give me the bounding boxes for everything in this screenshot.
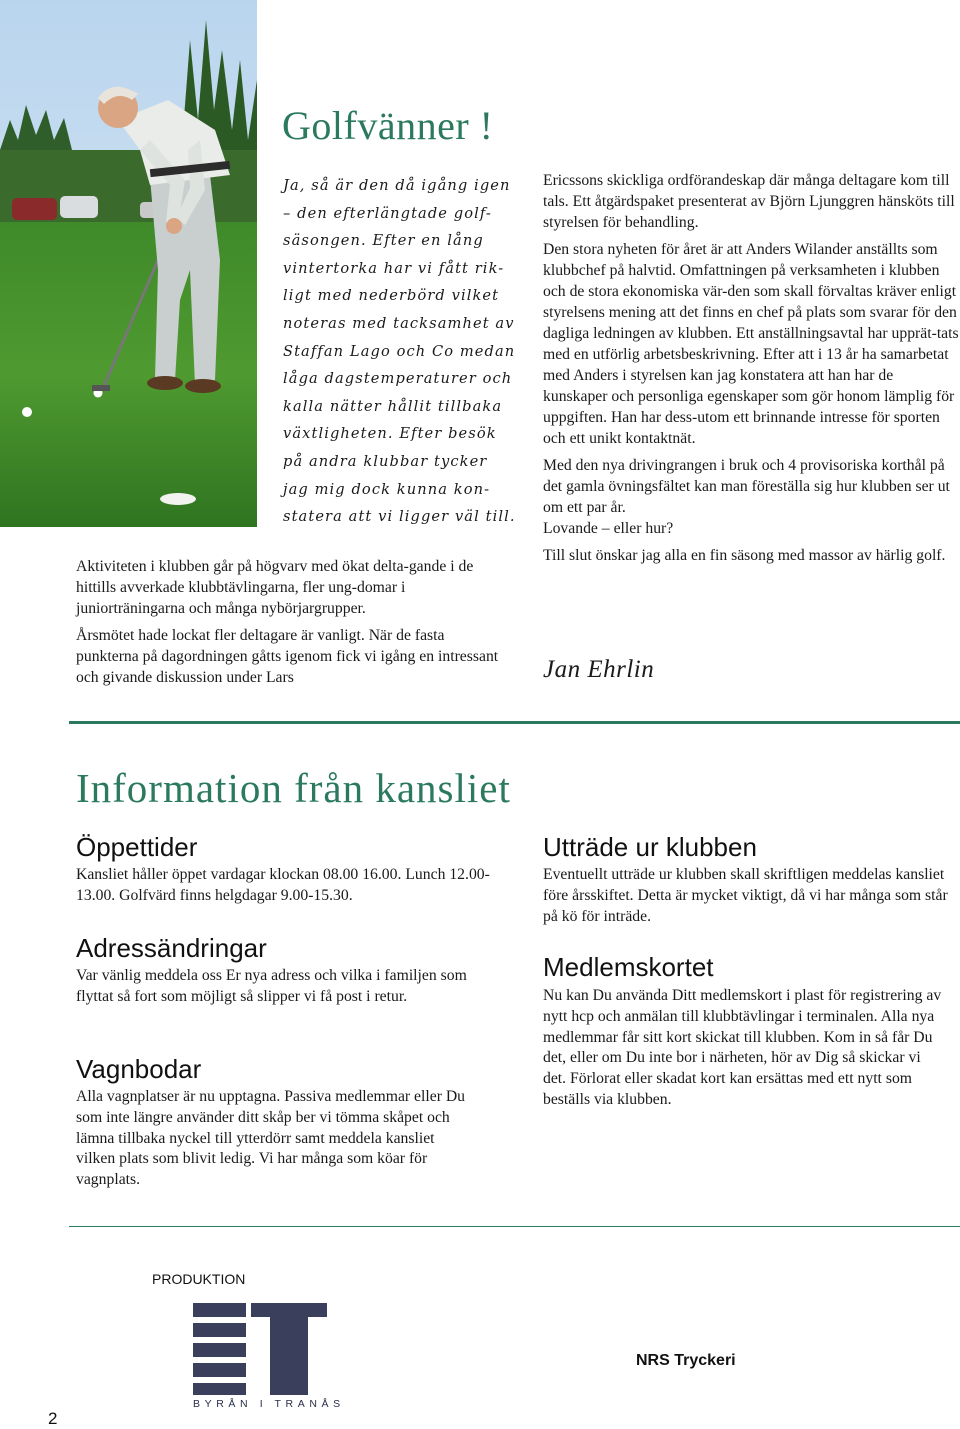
produktion-label: PRODUKTION (152, 1271, 246, 1287)
intro-line: säsongen. Efter en lång (283, 232, 484, 250)
intro-line: jag mig dock kunna kon- (283, 480, 491, 498)
article-right-column (543, 170, 960, 572)
heading-uttrade: Utträde ur klubben (543, 832, 757, 862)
byran-logo (193, 1303, 327, 1403)
intro-line: kalla nätter hållit tillbaka (283, 397, 503, 415)
heading-adressandringar: Adressändringar (76, 933, 267, 963)
text-uttrade: Eventuellt utträde ur klubben skall skriftligen meddelas kansliet före årsskiftet. Detta är mycket viktigt, då vi har många som står på kö för inträde. (543, 866, 948, 925)
intro-line: ligt med nederbörd vilket (283, 287, 500, 305)
paragraph: Ericssons skickliga ordförandeskap där många deltagare kom till tals. Ett åtgärdspaket presenterat av Björn Ljunggren hänsköts till styrelsen för behandling. (543, 172, 955, 231)
signature: Jan Ehrlin (543, 656, 655, 683)
article-title: Golfvänner ! (282, 103, 494, 148)
text-medlemskortet: Nu kan Du använda Ditt medlemskort i plast för registrering av nytt hcp och anmälan till klubbtävlingar i terminalen. Alla nya medlemmar får sitt kort skickat till klubben. Kom in så får Du det, eller om Du inte bor i närheten, hör av Dig så skickar vi det. Förlorat eller skadat kort kan ersättas med ett nytt som beställs via klubben. (543, 987, 942, 1108)
text-vagnbodar: Alla vagnplatser är nu upptagna. Passiva medlemmar eller Du som inte längre använder ditt skåp ber vi tömma skåpet och lämna tillbaka nyckel till ytterdörr samt meddela kansliet vilken plats som blivit ledig. Vi har många som köar för vagnplats. (76, 1088, 466, 1189)
heading-medlemskortet: Medlemskortet (543, 952, 714, 982)
section-divider (69, 721, 960, 724)
text-adressandringar: Var vänlig meddela oss Er nya adress och vilka i familjen som flyttat så fort som möjligt så slipper vi få post i retur. (76, 967, 467, 1005)
intro-line: låga dagstemperaturer och (283, 370, 513, 388)
heading-oppettider: Öppettider (76, 832, 198, 862)
footer-divider (69, 1226, 960, 1227)
intro-line: Staffan Lago och Co medan (283, 342, 516, 360)
logo-text: BYRÅN I TRANÅS (193, 1398, 345, 1410)
paragraph: Med den nya drivingrangen i bruk och 4 provisoriska korthål på det gamla övningsfältet kan man föreställa sig hur klubben ser ut om ett par år. (543, 457, 950, 516)
article-intro (283, 172, 523, 531)
intro-line: på andra klubbar tycker (283, 452, 488, 470)
text-oppettider: Kansliet håller öppet vardagar klockan 08.00 16.00. Lunch 12.00-13.00. Golfvärd finns helgdagar 9.00-15.30. (76, 866, 490, 904)
info-title: Information från kansliet (76, 765, 511, 811)
heading-vagnbodar: Vagnbodar (76, 1054, 202, 1084)
intro-line: vintertorka har vi fått rik- (283, 259, 505, 277)
intro-line: – den efterlängtade golf- (283, 204, 492, 222)
intro-line: statera att vi ligger väl till. (283, 508, 516, 526)
paragraph: Till slut önskar jag alla en fin säsong med massor av härlig golf. (543, 547, 946, 564)
article-left-column (76, 556, 506, 694)
paragraph: Aktiviteten i klubben går på högvarv med ökat delta-gande i de hittills avverkade klubbtävlingarna, fler ung-domar i juniorträningarna och många nybörjargrupper. (76, 558, 474, 617)
printer-name: NRS Tryckeri (636, 1352, 736, 1369)
intro-line: noteras med tacksamhet av (283, 314, 515, 332)
intro-line: Ja, så är den då igång igen (283, 177, 511, 194)
paragraph: Lovande – eller hur? (543, 520, 674, 537)
paragraph: Årsmötet hade lockat fler deltagare är vanligt. När de fasta punkterna på dagordningen gåtts igenom fick vi igång en intressant och givande diskussion under Lars (76, 627, 499, 686)
page-number: 2 (48, 1409, 58, 1428)
intro-line: växtligheten. Efter besök (283, 425, 497, 443)
paragraph: Den stora nyheten för året är att Anders Wilander anställts som klubbchef på halvtid. Omfattningen på verksamheten i klubben och de stora ekonomiska vär-den som skall förvaltas kräver enligt styrelsens mening att det finns en chef på plats som svarar för den dagliga ledningen av klubben. Ett anställningsavtal har upprät-tats med en utförlig arbetsbeskrivning. Efter att i 13 år ha samarbetat med Anders i styrelsen kan jag konstatera att han har de kunskaper och personliga egenskaper som gör honom lämplig för uppgiften. Han har dess-utom ett brinnande intresse för sporten och ett unikt kontaktnät. (543, 241, 959, 447)
golfer-photo (0, 0, 257, 527)
